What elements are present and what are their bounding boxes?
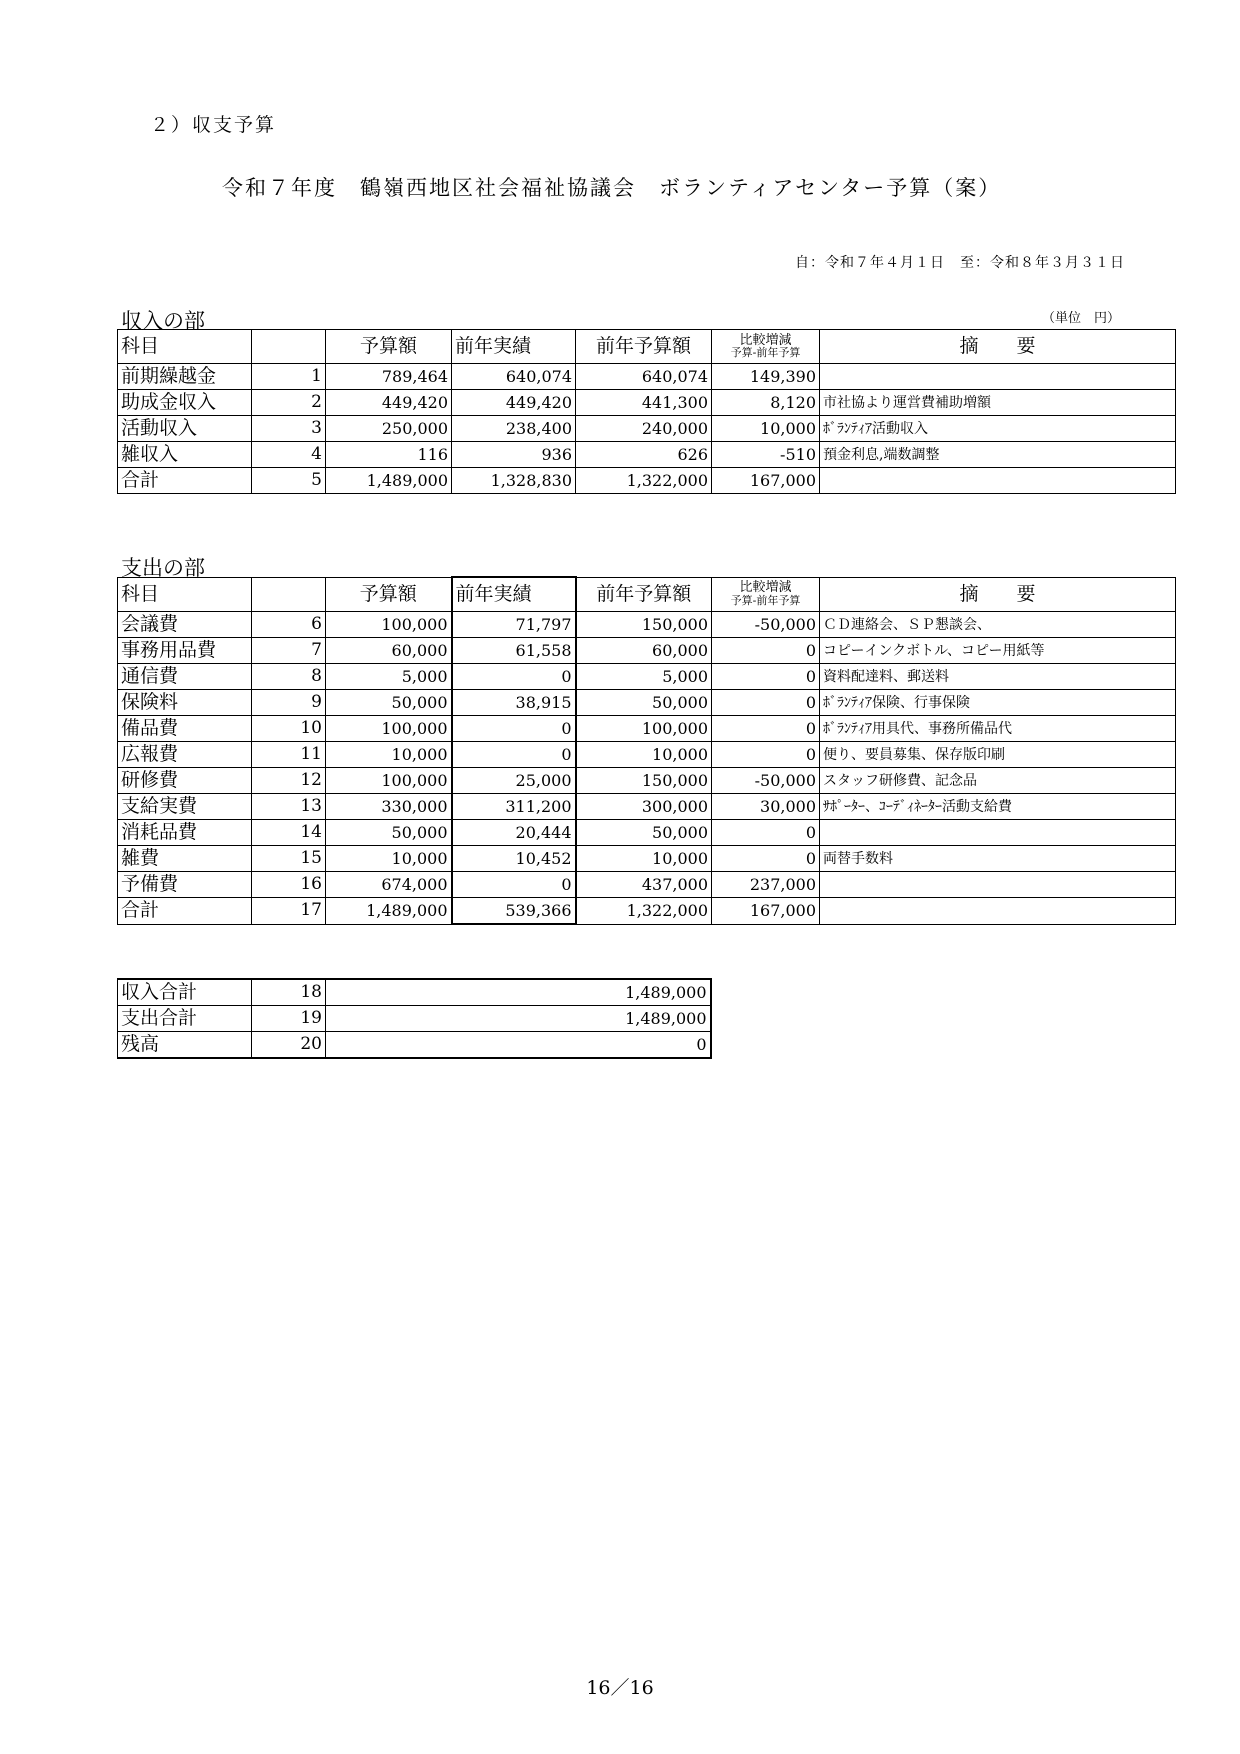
row-item-name: 支給実費 [118, 794, 252, 820]
table-row [118, 768, 1176, 794]
row-prev-budget: 1,322,000 [576, 468, 712, 494]
row-prev-actual: 0 [452, 664, 576, 690]
header-compare-bottom: 予算-前年予算 [730, 594, 801, 608]
table-row [118, 416, 1176, 442]
expense-section-caption: 支出の部 [121, 556, 205, 580]
summary-table-body [118, 979, 711, 1058]
row-item-name: 通信費 [118, 664, 252, 690]
row-difference: -50,000 [712, 612, 820, 638]
table-row [118, 1006, 711, 1032]
row-item-name: 合計 [118, 898, 252, 925]
row-item-name: 前期繰越金 [118, 364, 252, 390]
row-prev-actual: 539,366 [452, 898, 576, 925]
row-budget: 100,000 [326, 768, 452, 794]
row-number: 2 [252, 390, 326, 416]
row-budget: 5,000 [326, 664, 452, 690]
section-heading: ２）収支予算 [150, 114, 277, 136]
row-budget: 100,000 [326, 612, 452, 638]
expense-table [117, 576, 1176, 925]
row-item-name: 消耗品費 [118, 820, 252, 846]
row-prev-actual: 0 [452, 716, 576, 742]
row-number: 14 [252, 820, 326, 846]
table-row [118, 390, 1176, 416]
table-row [118, 872, 1176, 898]
header-compare-bottom: 予算-前年予算 [730, 346, 801, 360]
row-prev-actual: 25,000 [452, 768, 576, 794]
expense-header-row [118, 577, 1176, 612]
row-difference: 149,390 [712, 364, 820, 390]
row-prev-actual: 71,797 [452, 612, 576, 638]
header-budget: 予算額 [326, 330, 452, 364]
summary-item-name: 収入合計 [118, 979, 252, 1006]
summary-row-number: 19 [252, 1006, 326, 1032]
table-row [118, 468, 1176, 494]
row-difference: 8,120 [712, 390, 820, 416]
row-number: 10 [252, 716, 326, 742]
row-item-name: 保険料 [118, 690, 252, 716]
row-prev-budget: 1,322,000 [576, 898, 712, 925]
header-compare [712, 577, 820, 612]
row-prev-actual: 61,558 [452, 638, 576, 664]
row-summary-note: 資料配達料、郵送料 [820, 664, 1176, 690]
income-table [117, 329, 1176, 494]
row-number: 4 [252, 442, 326, 468]
row-summary-note: ﾎﾞﾗﾝﾃｨｱ活動収入 [820, 416, 1176, 442]
table-row [118, 898, 1176, 925]
table-row [118, 364, 1176, 390]
row-difference: 237,000 [712, 872, 820, 898]
row-difference: 0 [712, 690, 820, 716]
fiscal-period: 自：令和７年４月１日 至：令和８年３月３１日 [795, 255, 1125, 271]
row-item-name: 雑費 [118, 846, 252, 872]
row-prev-actual: 20,444 [452, 820, 576, 846]
row-difference: 0 [712, 820, 820, 846]
row-prev-actual: 38,915 [452, 690, 576, 716]
row-item-name: 合計 [118, 468, 252, 494]
row-prev-actual: 0 [452, 742, 576, 768]
row-summary-note: 市社協より運営費補助増額 [820, 390, 1176, 416]
table-row [118, 794, 1176, 820]
row-summary-note [820, 364, 1176, 390]
row-number: 5 [252, 468, 326, 494]
row-difference: 0 [712, 638, 820, 664]
header-prev-budget: 前年予算額 [576, 330, 712, 364]
row-prev-actual: 238,400 [452, 416, 576, 442]
row-item-name: 広報費 [118, 742, 252, 768]
row-budget: 116 [326, 442, 452, 468]
row-number: 17 [252, 898, 326, 925]
table-row [118, 664, 1176, 690]
row-summary-note [820, 898, 1176, 925]
table-row [118, 716, 1176, 742]
row-budget: 50,000 [326, 820, 452, 846]
row-summary-note [820, 872, 1176, 898]
row-difference: 167,000 [712, 898, 820, 925]
balance-summary-table [117, 978, 712, 1059]
table-row [118, 690, 1176, 716]
summary-row-number: 18 [252, 979, 326, 1006]
row-item-name: 研修費 [118, 768, 252, 794]
income-header-row [118, 330, 1176, 364]
summary-item-name: 残高 [118, 1032, 252, 1059]
row-number: 13 [252, 794, 326, 820]
row-prev-actual: 311,200 [452, 794, 576, 820]
row-prev-actual: 1,328,830 [452, 468, 576, 494]
row-budget: 449,420 [326, 390, 452, 416]
row-item-name: 事務用品費 [118, 638, 252, 664]
row-budget: 10,000 [326, 846, 452, 872]
header-prev-budget: 前年予算額 [576, 577, 712, 612]
row-summary-note: 便り、要員募集、保存版印刷 [820, 742, 1176, 768]
row-prev-budget: 437,000 [576, 872, 712, 898]
row-number: 12 [252, 768, 326, 794]
row-prev-budget: 150,000 [576, 768, 712, 794]
row-difference: 0 [712, 846, 820, 872]
row-number: 7 [252, 638, 326, 664]
expense-table-body [118, 577, 1176, 924]
row-difference: 167,000 [712, 468, 820, 494]
row-budget: 50,000 [326, 690, 452, 716]
summary-item-name: 支出合計 [118, 1006, 252, 1032]
header-compare-top: 比較増減 [739, 580, 792, 596]
header-prev-actual: 前年実績 [452, 577, 576, 612]
row-difference: 10,000 [712, 416, 820, 442]
row-budget: 1,489,000 [326, 468, 452, 494]
row-prev-actual: 936 [452, 442, 576, 468]
summary-value: 0 [326, 1032, 711, 1059]
row-summary-note: ﾎﾞﾗﾝﾃｨｱ保険、行事保険 [820, 690, 1176, 716]
row-prev-actual: 449,420 [452, 390, 576, 416]
row-prev-budget: 240,000 [576, 416, 712, 442]
row-prev-budget: 5,000 [576, 664, 712, 690]
row-number: 8 [252, 664, 326, 690]
table-row [118, 846, 1176, 872]
row-item-name: 予備費 [118, 872, 252, 898]
row-difference: -50,000 [712, 768, 820, 794]
income-table-body [118, 330, 1176, 494]
row-summary-note [820, 468, 1176, 494]
row-prev-actual: 0 [452, 872, 576, 898]
row-item-name: 活動収入 [118, 416, 252, 442]
header-budget: 予算額 [326, 577, 452, 612]
header-compare-top: 比較増減 [739, 332, 792, 348]
row-difference: 0 [712, 716, 820, 742]
row-prev-actual: 10,452 [452, 846, 576, 872]
summary-value: 1,489,000 [326, 1006, 711, 1032]
row-summary-note: ＣＤ連絡会、ＳＰ懇談会、 [820, 612, 1176, 638]
row-number: 3 [252, 416, 326, 442]
row-difference: -510 [712, 442, 820, 468]
summary-row-number: 20 [252, 1032, 326, 1059]
row-number: 11 [252, 742, 326, 768]
header-item: 科目 [118, 577, 252, 612]
row-prev-budget: 150,000 [576, 612, 712, 638]
table-row [118, 612, 1176, 638]
row-budget: 789,464 [326, 364, 452, 390]
row-item-name: 会議費 [118, 612, 252, 638]
unit-note: （単位 円） [1041, 311, 1120, 326]
header-summary: 摘 要 [820, 330, 1176, 364]
row-budget: 250,000 [326, 416, 452, 442]
row-summary-note: 両替手数料 [820, 846, 1176, 872]
row-prev-budget: 626 [576, 442, 712, 468]
row-summary-note [820, 820, 1176, 846]
row-budget: 330,000 [326, 794, 452, 820]
table-row [118, 820, 1176, 846]
row-prev-budget: 10,000 [576, 846, 712, 872]
row-summary-note: 預金利息,端数調整 [820, 442, 1176, 468]
table-row [118, 1032, 711, 1059]
row-prev-budget: 50,000 [576, 690, 712, 716]
row-prev-budget: 100,000 [576, 716, 712, 742]
table-row [118, 979, 711, 1006]
table-row [118, 638, 1176, 664]
row-prev-budget: 640,074 [576, 364, 712, 390]
row-number: 15 [252, 846, 326, 872]
header-prev-actual: 前年実績 [452, 330, 576, 364]
row-prev-budget: 60,000 [576, 638, 712, 664]
table-row [118, 742, 1176, 768]
row-budget: 100,000 [326, 716, 452, 742]
row-prev-budget: 50,000 [576, 820, 712, 846]
row-prev-actual: 640,074 [452, 364, 576, 390]
row-prev-budget: 441,300 [576, 390, 712, 416]
summary-value: 1,489,000 [326, 979, 711, 1006]
row-number: 16 [252, 872, 326, 898]
header-no [252, 330, 326, 364]
row-summary-note: スタッフ研修費、記念品 [820, 768, 1176, 794]
header-summary: 摘 要 [820, 577, 1176, 612]
row-difference: 0 [712, 742, 820, 768]
header-compare [712, 330, 820, 364]
row-item-name: 備品費 [118, 716, 252, 742]
header-no [252, 577, 326, 612]
header-item: 科目 [118, 330, 252, 364]
row-budget: 1,489,000 [326, 898, 452, 925]
row-difference: 0 [712, 664, 820, 690]
row-item-name: 助成金収入 [118, 390, 252, 416]
row-budget: 674,000 [326, 872, 452, 898]
row-budget: 10,000 [326, 742, 452, 768]
row-summary-note: コピーインクボトル、コピー用紙等 [820, 638, 1176, 664]
row-item-name: 雑収入 [118, 442, 252, 468]
page-number: 16／16 [586, 1677, 654, 1699]
row-summary-note: ｻﾎﾟｰﾀｰ、ｺｰﾃﾞｨﾈｰﾀｰ活動支給費 [820, 794, 1176, 820]
document-title: 令和７年度 鶴嶺西地区社会福祉協議会 ボランティアセンター予算（案） [222, 176, 1002, 200]
row-number: 1 [252, 364, 326, 390]
row-number: 6 [252, 612, 326, 638]
table-row [118, 442, 1176, 468]
row-prev-budget: 10,000 [576, 742, 712, 768]
row-prev-budget: 300,000 [576, 794, 712, 820]
row-difference: 30,000 [712, 794, 820, 820]
income-section-caption: 収入の部 [121, 309, 205, 333]
row-summary-note: ﾎﾞﾗﾝﾃｨｱ用具代、事務所備品代 [820, 716, 1176, 742]
row-number: 9 [252, 690, 326, 716]
row-budget: 60,000 [326, 638, 452, 664]
